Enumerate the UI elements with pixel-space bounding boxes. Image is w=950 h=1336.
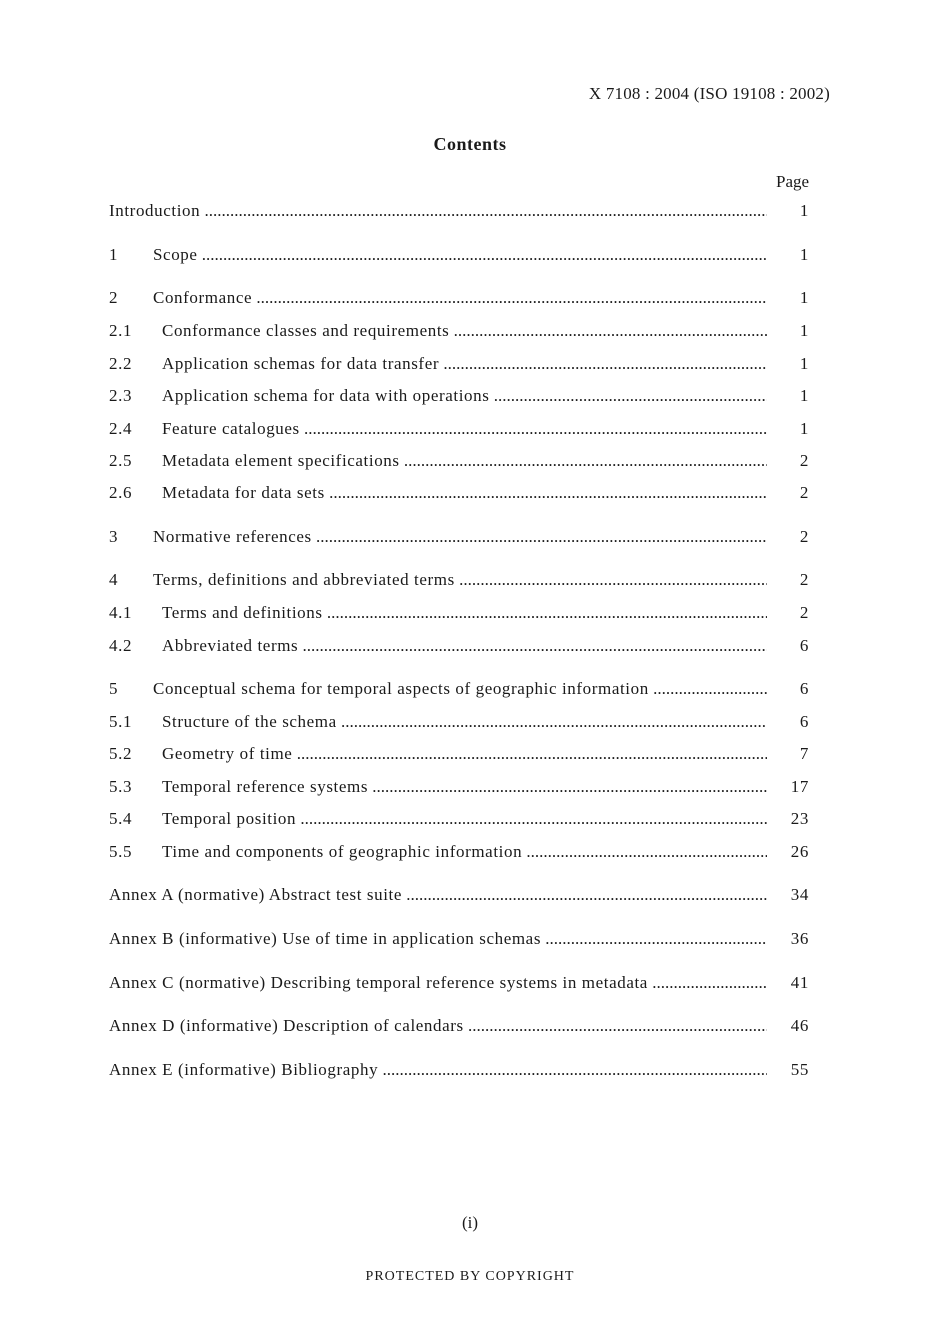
page-number: (i) [461, 1213, 479, 1232]
toc-entry-annex-d [109, 1014, 809, 1038]
toc-entry-page: 1 [799, 419, 809, 438]
toc-entry [109, 481, 809, 505]
toc-entry-annex-b [109, 927, 809, 951]
toc-entry-label: Annex D (informative) Description of calendars ..... [109, 1014, 767, 1038]
toc-entry [109, 384, 809, 408]
toc-entry-page: 1 [799, 321, 809, 340]
toc-entry-page: 1 [799, 288, 809, 307]
toc-entry-page: 1 [799, 386, 809, 405]
toc-entry-page: 17 [790, 777, 809, 796]
toc-entry-page: 2 [799, 483, 809, 502]
toc-entry-label: Conformance ..... [153, 286, 767, 310]
toc-entry-label: Annex C (normative) Describing temporal reference systems in metadata ..... [109, 971, 767, 995]
page-title: Contents [433, 134, 507, 154]
toc-entry [109, 710, 809, 734]
toc-entry [109, 742, 809, 766]
toc-entry-label: Metadata element specifications ..... [162, 449, 767, 473]
toc-entry-number: 5.2 [109, 744, 133, 763]
toc-entry [109, 286, 809, 310]
toc-entry-number: 3 [109, 527, 119, 546]
toc-entry-page: 26 [790, 842, 809, 861]
toc-entry-label: Annex A (normative) Abstract test suite ..... [109, 883, 767, 907]
toc-entry-annex-c [109, 971, 809, 995]
toc-entry-number: 2 [109, 288, 119, 307]
toc-entry-page: 6 [799, 679, 809, 698]
toc-entry-page: 1 [799, 245, 809, 264]
toc-entry-page: 2 [799, 603, 809, 622]
toc-entry-label: Feature catalogues ..... [162, 417, 767, 441]
toc-entry [109, 601, 809, 625]
toc-entry-number: 5.5 [109, 842, 133, 861]
toc-entry [109, 677, 809, 701]
toc-entry-number: 4 [109, 570, 119, 589]
toc-entry [109, 449, 809, 473]
toc-entry-annex-e [109, 1058, 809, 1082]
toc-entry-label: Application schema for data with operations ..... [162, 384, 767, 408]
toc-entry-page: 41 [790, 973, 809, 992]
toc-entry [109, 525, 809, 549]
toc-entry-label: Scope ..... [153, 243, 767, 267]
toc-entry-label: Temporal reference systems ..... [162, 775, 767, 799]
toc-entry-label: Conformance classes and requirements ..... [162, 319, 767, 343]
toc-entry [109, 807, 809, 831]
toc-entry-number: 5 [109, 679, 119, 698]
page-column-label: Page [776, 172, 810, 191]
toc-entry-label: Normative references ..... [153, 525, 767, 549]
toc-entry-number: 2.1 [109, 321, 133, 340]
toc-entry [109, 775, 809, 799]
toc-entry-label: Structure of the schema ..... [162, 710, 767, 734]
toc-entry [109, 352, 809, 376]
toc-entry-number: 2.4 [109, 419, 133, 438]
toc-entry [109, 417, 809, 441]
toc-entry-page: 34 [790, 885, 809, 904]
toc-entry-label: Introduction ..... [109, 199, 767, 223]
toc-entry-label: Temporal position ..... [162, 807, 767, 831]
toc-entry-number: 2.3 [109, 386, 133, 405]
toc-entry-introduction [109, 199, 809, 223]
toc-entry-label: Conceptual schema for temporal aspects of geographic information ..... [153, 677, 767, 701]
toc-entry-page: 36 [790, 929, 809, 948]
toc-entry [109, 568, 809, 592]
toc-entry-page: 1 [799, 354, 809, 373]
toc-entry [109, 243, 809, 267]
toc-entry-number: 5.3 [109, 777, 133, 796]
toc-entry-annex-a [109, 883, 809, 907]
toc-entry-number: 2.6 [109, 483, 133, 502]
toc-entry-label: Metadata for data sets ..... [162, 481, 767, 505]
toc-entry-label: Application schemas for data transfer ..... [162, 352, 767, 376]
toc-entry-number: 4.1 [109, 603, 133, 622]
toc-entry-label: Time and components of geographic information ..... [162, 840, 767, 864]
toc-entry-label: Annex E (informative) Bibliography ..... [109, 1058, 767, 1082]
toc-entry-label: Annex B (informative) Use of time in application schemas ..... [109, 927, 767, 951]
toc-entry [109, 634, 809, 658]
toc-entry [109, 840, 809, 864]
toc-entry-page: 7 [799, 744, 809, 763]
toc-entry-page: 6 [799, 712, 809, 731]
toc-entry-page: 2 [799, 570, 809, 589]
toc-entry-label: Terms and definitions ..... [162, 601, 767, 625]
toc-entry-page: 6 [799, 636, 809, 655]
toc-entry-label: Geometry of time ..... [162, 742, 767, 766]
toc-entry-page: 46 [790, 1016, 809, 1035]
toc-entry-number: 4.2 [109, 636, 133, 655]
toc-entry-label: Terms, definitions and abbreviated terms ..... [153, 568, 767, 592]
toc-entry-number: 1 [109, 245, 119, 264]
toc-entry [109, 319, 809, 343]
toc-entry-page: 2 [799, 527, 809, 546]
toc-entry-page: 2 [799, 451, 809, 470]
document-header: X 7108 : 2004 (ISO 19108 : 2002) [588, 84, 830, 103]
toc-entry-number: 5.4 [109, 809, 133, 828]
toc-entry-label: Abbreviated terms ..... [162, 634, 767, 658]
toc-entry-number: 2.5 [109, 451, 133, 470]
toc-entry-page: 23 [790, 809, 809, 828]
toc-entry-page: 1 [799, 201, 809, 220]
copyright-notice: PROTECTED BY COPYRIGHT [365, 1269, 575, 1284]
toc-entry-page: 55 [790, 1060, 809, 1079]
toc-entry-number: 5.1 [109, 712, 133, 731]
toc-entry-number: 2.2 [109, 354, 133, 373]
